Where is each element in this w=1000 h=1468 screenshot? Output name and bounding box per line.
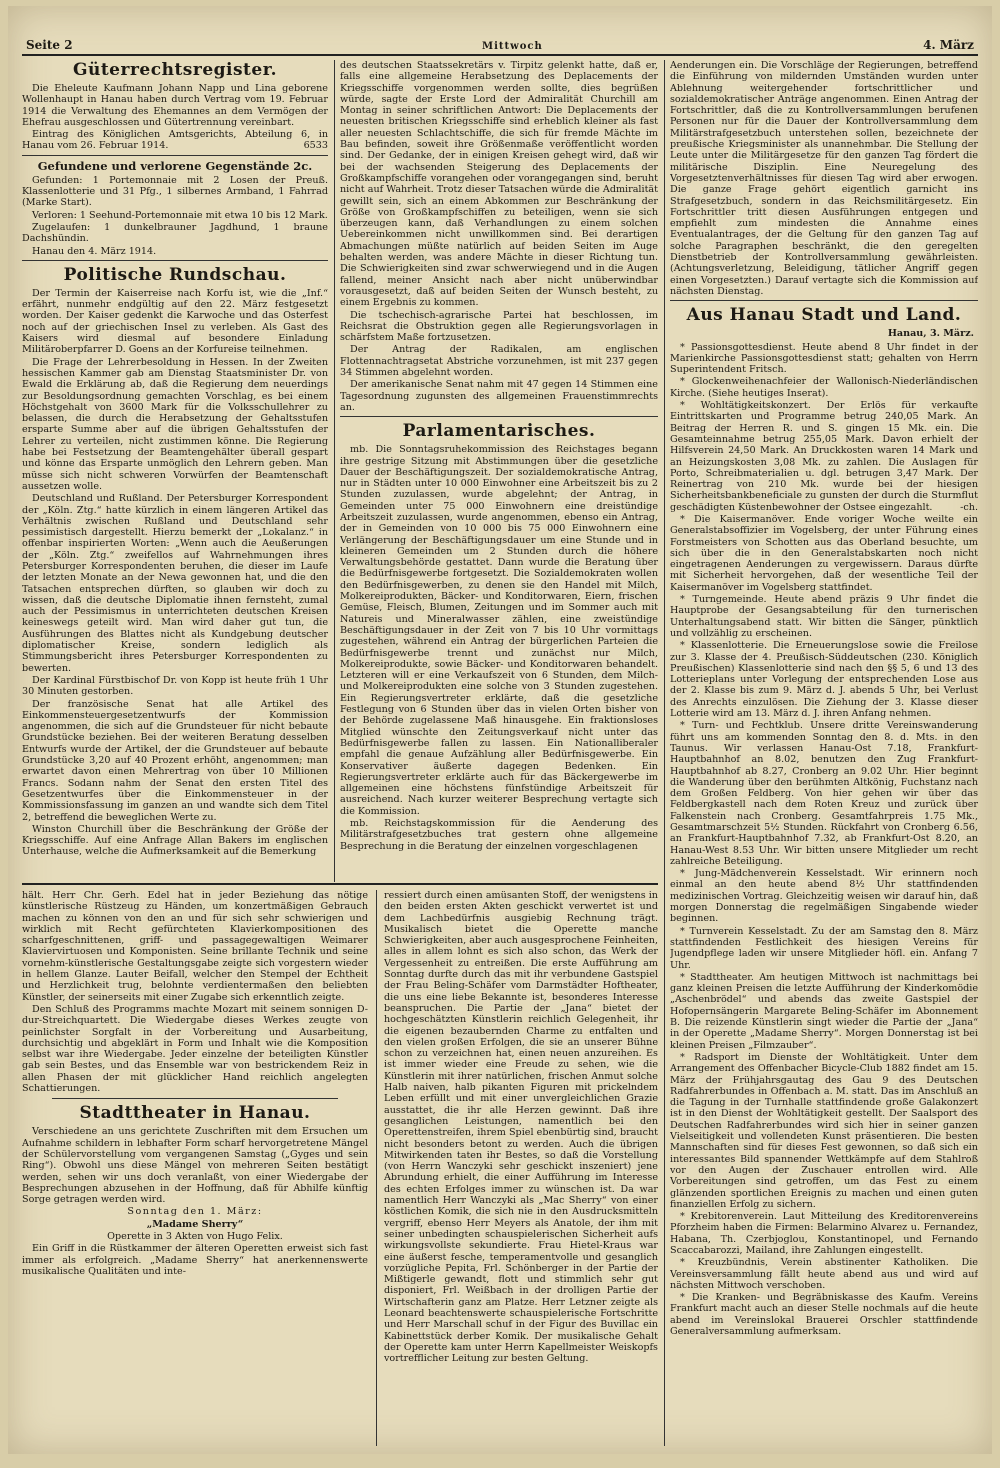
heading-gueterrechtsregister: Güterrechtsregister. — [72, 60, 278, 80]
play-title: „Madame Sherry“ — [146, 1218, 244, 1230]
local-news-item: * Die Kaisermanöver. Ende voriger Woche weilte ein Generalstabsoffizier im Vogelsberg, der unter Führung eines Forstmeisters von Schotten aus das Oberland besuchte, um sich über die in den Generalstabskarten noch nicht eingetragenen Aenderungen zu vergewissern. Daraus dürfte mit Sicherheit hervorgehen, daß der wesentliche Teil der Kaisermanöver im Vogelsberg stattfindet. — [670, 513, 978, 593]
feuilleton-column-1 — [22, 890, 368, 1446]
dateline: Hanau, 3. März. — [887, 328, 974, 340]
feuilleton-column-2 — [384, 890, 658, 1446]
divider — [670, 300, 978, 301]
ad-number: 6533 — [303, 140, 328, 152]
divider — [22, 260, 328, 261]
local-news-item: * Jung-Mädchenverein Kesselstadt. Wir erinnern noch einmal an den heute abend 8½ Uhr stattfindenden medizinischen Vortrag. Gleichzeitig weisen wir darauf hin, daß morgen Donnerstag die regelmäßigen Singabende wieder beginnen. — [670, 868, 978, 925]
article-text-inline: * Wohltätigkeitskonzert. Der Erlös für verkaufte Eintrittskarten und Programme betrug 240,05 Mark. An Beitrag der Herren R. und S. gingen 15 Mk. ein. Die Gesamteinnahme betrug 255,05 Mark. Davon erhielt der Hilfsverein 24,50 Mark. An Druckkosten waren 14 Mark und an Heizungskosten 3,08 Mk. zu zahlen. Die Auslagen für Porto, Schreibmaterialien u. dgl. betrugen 3,47 Mark. Der Reinertrag von 210 Mk. wurde bei der hiesigen Sicherheitsbankbeneficiale zu gunsten der durch die Sturmflut geschädigten Küstenbewohner der Ostsee eingezahlt. — [670, 400, 978, 513]
local-news-item: * Radsport im Dienste der Wohltätigkeit. Unter dem Arrangement des Offenbacher Bicycle-Club 1882 findet am 15. März der Frühjahrsgautag des Gau 9 des Deutschen Radfahrerbundes in Offenbach a. M. statt. Das im Anschluß an die Tagung in der Turnhalle stattfindende große Galakonzert ist in den Dienst der Wohltätigkeit gestellt. Der Saalsport des Deutschen Radfahrerbundes wird sich hier in seiner ganzen Vielseitigkeit und vollendeten Kunst präsentieren. Die besten Mannschaften sind für dieses Fest gewonnen, so daß sich ein interessantes Bild spannender Wettkämpfe auf dem Stahlroß vor den Augen der Zuschauer entrollen wird. Alle Vorbereitungen sind getroffen, um das Fest zu einem glänzenden sportlichen Ereignis zu machen und einen guten finanziellen Erfolg zu sichern. — [670, 1051, 978, 1210]
column-rule — [664, 60, 665, 1446]
column-2 — [340, 60, 658, 878]
column-rule — [376, 890, 377, 1446]
heading-fundsachen: Gefundene und verlorene Gegenstände 2c. — [22, 155, 328, 173]
article-text: Der Antrag der Radikalen, am englischen Flottennachtragsetat Abstriche vorzunehmen, ist mit 237 gegen 34 Stimmen abgelehnt worden. — [340, 344, 658, 379]
local-news-item: * Turnverein Kesselstadt. Zu der am Samstag den 8. März stattfindenden Festlichkeit des hiesigen Vereins für Jugendpflege laden wir unsere Mitglieder höfl. ein. Anfang 7 Uhr. — [670, 925, 978, 971]
article-text: Die Eheleute Kaufmann Johann Napp und Lina geborene Wollenhaupt in Hanau haben durch Vertrag vom 19. Februar 1914 die Verwaltung des Ehemannes an dem Vermögen der Ehefrau ausgeschlossen und Gütertrennung vereinbart. — [22, 83, 328, 128]
article-text: ressiert durch einen amüsanten Stoff, der wenigstens in den beiden ersten Akten geschickt verwertet ist und dem Lachbedürfnis ausgiebig Rechnung trägt. Musikalisch bietet die Operette manche Schwierigkeiten, aber auch ausgesprochene Feinheiten, alles in allem lohnt es sich also schon, das Werk der Vergessenheit zu entreißen. Die erste Aufführung am Sonntag durfte durch das mit ihr verbundene Gastspiel der Frau Beling-Schäfer vom Darmstädter Hoftheater, die uns eine liebe Bekannte ist, besonderes Interesse beanspruchen. Die Partie der „Jana“ bietet der hochgeschätzten Künstlerin reichlich Gelegenheit, ihr die eigenen bezaubernden Charme zu entfalten und den vielen großen Erfolgen, die sie an unserer Bühne schon zu verzeichnen hat, einen neuen anzureihen. Es ist immer wieder eine Freude zu sehen, wie die Künstlerin mit ihrer natürlichen, frischen Anmut solche Halb naiven, halb pikanten Figuren mit prickelndem Leben erfüllt und mit einer unvergleichlichen Grazie ausstattet, die ihr alle Herzen gewinnt. Daß ihre gesanglichen Leistungen, namentlich bei den Operettenstreifen, ihrem Spiel ebenbürtig sind, braucht nicht besonders betont zu werden. Auch die übrigen Mitwirkenden taten ihr Bestes, so daß die Vorstellung (von Herrn Wanczyki sehr geschickt inszeniert) jene Abrundung erhielt, die einer Aufführung im Interesse des echten Erfolges immer zu wünschen ist. Da war namentlich Herr Wanczyki als „Mac Sherry“ von einer köstlichen Komik, die sich nie in den Ausdrucksmitteln vergriff, ebenso Herr Meyers als Anatole, der ihm mit seiner unbedingten schauspielerischen Sicherheit aufs wirkungsvollste sekundierte. Frau Hietel-Kraus war eine äußerst fesche, temperamentvolle und gesanglich vorzügliche Pepita, Frl. Schönberger in der Partie der Mißtigerle gewandt, flott und stimmlich sehr gut disponiert, Frl. Weißbach in der drolligen Partie der Wirtschafterin ganz am Platze. Herr Letzner zeigte als Leonard beachtenswerte schauspielerische Fortschritte und Herr Marschall schuf in der Figur des Buvillac ein Kabinettstück derber Komik. Der musikalische Gehalt der Operette kam unter Herrn Kapellmeister Weiskopfs vortrefflicher Leitung zur besten Geltung. — [384, 890, 658, 1365]
article-text: Den Schluß des Programms machte Mozart mit seinem sonnigen D-dur-Streichquartett. Die Wiedergabe dieses Werkes zeugte von peinlichster Sorgfalt in der Vorbereitung und Ausarbeitung, durchsichtig und abgeklärt in Form und Inhalt wie die Komposition selbst war ihre Wiedergabe. Jeder einzelne der beteiligten Künstler gab sein Bestes, und das Ensemble war von bestrickendem Reiz in allen Phasen der mit glücklicher Hand reichlich angelegten Schattierungen. — [22, 1003, 368, 1095]
heading-parlamentarisches: Parlamentarisches. — [402, 421, 596, 442]
column-1 — [22, 60, 328, 878]
article-text — [22, 129, 328, 152]
article-text: Die Frage der Lehrerbesoldung in Hessen. In der Zweiten hessischen Kammer gab am Dienstag Staatsminister Dr. von Ewald die Erklärung ab, daß die Regierung dem neuerdings zur Besoldungsordnung gemachten Vorschlag, es bei einem Höchstgehalt von 3600 Mark für die Volksschullehrer zu belassen, die durch die Herabsetzung der Gehaltsstufen ersparte Summe aber auf die übrigen Gehaltsstufen der Lehrer zu verteilen, nicht zustimmen könne. Die Regierung habe bei Festsetzung der Beamtengehälter überall gespart und könne das Ersparte unmöglich den Lehrern geben. Man müsse sich nicht schweren Vorwürfen der Beamtenschaft aussetzen wolle. — [22, 356, 328, 492]
article-text: Gefunden: 1 Portemonnaie mit 2 Losen der Preuß. Klassenlotterie und 31 Pfg., 1 silbernes Armband, 1 Fahrrad (Marke Start). — [22, 174, 328, 209]
divider — [340, 416, 658, 417]
article-text: Der Kardinal Fürstbischof Dr. von Kopp ist heute früh 1 Uhr 30 Minuten gestorben. — [22, 674, 328, 698]
article-text: Der amerikanische Senat nahm mit 47 gegen 14 Stimmen eine Tagesordnung zugunsten des allgemeinen Frauenstimmrechts an. — [340, 379, 658, 413]
local-news-item: * Passionsgottesdienst. Heute abend 8 Uhr findet in der Marienkirche Passionsgottesdienst statt; gehalten von Herrn Superintendent Fritsch. — [670, 341, 978, 376]
page-header — [22, 32, 978, 56]
article-text: Ein Griff in die Rüstkammer der älteren Operetten erweist sich fast immer als erfolgreich. „Madame Sherry“ hat anerkennenswerte musikalische Qualitäten und inte- — [22, 1243, 368, 1277]
heading-aus-hanau: Aus Hanau Stadt und Land. — [686, 305, 962, 326]
play-subtitle: Operette in 3 Akten von Hugo Felix. — [107, 1231, 283, 1243]
article-text: Hanau den 4. März 1914. — [32, 245, 157, 257]
local-news-item: * Klassenlotterie. Die Erneuerungslose sowie die Freilose zur 3. Klasse der 4. Preußisch-Süddeutschen (230. Königlich Preußischen) Klassenlotterie sind nach den §§ 5, 6 und 13 des Lotterieplans unter Vorlegung der entsprechenden Lose aus der 2. Klasse bis zum 9. März d. J. abends 5 Uhr, bei Verlust des Anrechts einzulösen. Die Ziehung der 3. Klasse dieser Lotterie wird am 13. März d. J. ihren Anfang nehmen. — [670, 640, 978, 720]
local-news-item: * Krebitorenverein. Laut Mitteilung des Kreditorenvereins Pforzheim haben die Firmen: Belarmino Alvarez u. Fernandez, Habana, Th. Czerbjoglou, Konstantinopel, und Fernando Scaccabarozzi, Mailand, ihre Zahlungen eingestellt. — [670, 1211, 978, 1256]
local-news-item: * Turn- und Fechtklub. Unsere dritte Vereinswanderung führt uns am kommenden Sonntag den 8. d. Mts. in den Taunus. Wir verlassen Hanau-Ost 7.18, Frankfurt-Hauptbahnhof an 8.02, benutzen den Zug Frankfurt-Hauptbahnhof ab 8.27, Cronberg an 9.02 Uhr. Hier beginnt die Wanderung über den berühmten Altkönig, Fuchstanz nach dem Großen Feldberg. Von hier gehen wir über das Feldbergkastell nach dem Roten Kreuz und zurück über Falkenstein nach Cronberg. Gesamtfahrpreis 1.75 Mk., Gesamtmarschzeit 5½ Stunden. Rückfahrt von Cronberg 6.56, an Frankfurt-Hauptbahnhof 7.32, ab Frankfurt-Ost 8.20, an Hanau-West 8.53 Uhr. Wir bitten unsere Mitglieder um recht zahlreiche Beteiligung. — [670, 720, 978, 867]
article-text: hält. Herr Chr. Gerh. Edel hat in jeder Beziehung das nötige künstlerische Rüstzeug zu Händen, um konzertmäßigen Gebrauch machen zu können von den an und für sich sehr schwierigen und wirklich mit Recht gefürchteten Klavierkompositionen des scharfgeschnittenen, griff- und passagegewaltigen Weimarer Klaviervirtuosen und Komponisten. Seine brillante Technik und seine vornehm-künstlerische Gestaltungsgabe zeigte sich vorgestern wieder in hellem Glanze. Lauter Beifall, welcher den Stempel der Echtheit und Herzlichkeit trug, belohnte verdientermaßen den beliebten Künstler, der seinerseits mit einer Zugabe sich erkenntlich zeigte. — [22, 890, 368, 1003]
header-page-number: Seite 2 — [26, 38, 73, 52]
header-date: 4. März — [923, 38, 974, 52]
local-news-item: * Stadttheater. Am heutigen Mittwoch ist nachmittags bei ganz kleinen Preisen die letzte Aufführung der Kinderkomödie „Aschenbrödel“ und abends das zweite Gastspiel der Hofopernsängerin Margarete Beling-Schäfer im Abonnement B. Die reizende Künstlerin singt wieder die Partie der „Jana“ in der Operette „Madame Sherry“. Morgen Donnerstag ist bei kleinen Preisen „Filmzauber“. — [670, 971, 978, 1051]
author-signature: -ch. — [960, 501, 978, 513]
article-text: Deutschland und Rußland. Der Petersburger Korrespondent der „Köln. Ztg.“ hatte kürzlich in einem längeren Artikel das Verhältnis zwischen Rußland und Deutschland sehr pessimistisch dargestellt. Hierzu bemerkt der „Lokalanz.“ in offenbar inspirierten Worten: „Wenn auch die Aeußerungen der „Köln. Ztg.“ zweifellos auf Wahrnehmungen ihres Petersburger Korrespondenten beruhen, die dieser im Laufe der letzten Monate an der Newa gewonnen hat, und die den Tatsachen entsprechen dürften, so glauben wir doch zu wissen, daß die deutsche Diplomatie ihnen fernsteht, zumal auch der Pessimismus in unterrichteten deutschen Kreisen keineswegs geteilt wird. Man wird daher gut tun, die Ausführungen des Blattes nicht als Kundgebung deutscher diplomatischer Kreise, sondern lediglich als Stimmungsbericht ihres Petersburger Korrespondenten zu bewerten. — [22, 493, 328, 674]
newspaper-page — [8, 6, 992, 1454]
heading-stadttheater: Stadttheater in Hanau. — [79, 1103, 311, 1124]
article-text: Verschiedene an uns gerichtete Zuschriften mit dem Ersuchen um Aufnahme schildern in lebhafter Form scharf hervorgetretene Mängel der Schülervorstellung vom vergangenen Samstag („Gyges und sein Ring“). Obwohl uns diese Mängel von mehreren Seiten bestätigt werden, sehen wir uns doch veranlaßt, von einer Wiedergabe der Besprechungen abzusehen in der Hoffnung, daß für Abhilfe künftig Sorge getragen werden wird. — [22, 1126, 368, 1206]
column-rule — [334, 60, 335, 882]
article-text: Zugelaufen: 1 dunkelbrauner Jagdhund, 1 braune Dachshündin. — [22, 221, 328, 245]
heading-politische-rundschau: Politische Rundschau. — [63, 264, 287, 285]
article-text: Der Termin der Kaiserreise nach Korfu ist, wie die „Inf.“ erfährt, nunmehr endgültig auf den 22. März festgesetzt worden. Der Kaiser gedenkt die Karwoche und das Osterfest noch auf der griechischen Insel zu verleben. Als Gast des Kaisers wird diesmal auf besondere Einladung Militäroberpfarrer D. Goens an der Korfureise teilnehmen. — [22, 287, 328, 356]
article-text: mb. Die Sonntagsruhekommission des Reichstages begann ihre gestrige Sitzung mit Abstimmungen über die gesetzliche Dauer der Beschäftigungszeit. Der sozialdemokratische Antrag, nur in Städten unter 10 000 Einwohner eine Arbeitszeit bis zu 2 Stunden zuzulassen, wurde abgelehnt; der Antrag, in Gemeinden unter 75 000 Einwohnern eine dreistündige Arbeitszeit zuzulassen, wurde angenommen, ebenso ein Antrag, der in Gemeinden von 10 000 bis 75 000 Einwohnern eine Verlängerung der Beschäftigungsdauer um eine Stunde und in kleineren Gemeinden um 2 Stunden durch die höhere Verwaltungsbehörde gestattet. Dann wurde die Beratung über die Bedürfnisgewerbe fortgesetzt. Die Sozialdemokraten wollen den Bedürfnisgewerben, zu denen sie den Handel mit Milch, Molkereiprodukten, Bäcker- und Konditorwaren, Eiern, frischen Gemüse, Fleisch, Blumen, Zeitungen und im Sommer auch mit Natureis und Mineralwasser zählen, eine zweistündige Beschäftigungsdauer in der Zeit von 7 bis 10 Uhr vormittags zugestehen, während ein Antrag der bürgerlichen Parteien die Bedürfnisgewerbe trennt und zunächst nur Milch, Molkereiprodukte, sowie Bäcker- und Konditorwaren behandelt. Letzteren will er eine Verkaufszeit von 6 Stunden, dem Milch- und Molkereiprodukten eine solche von 3 Stunden zugestehen. Ein Regierungsvertreter erklärte, daß die gesetzliche Festlegung von 6 Stunden über das in vielen Orten bisher von der Behörde zugelassene Maß hinausgehe. Ein fraktionsloses Mitglied wünschte den Zeitungsverkauf nicht unter das Bedürfnisgewerbe fallen zu lassen. Ein Nationalliberaler empfahl die genaue Aufzählung aller Bedürfnisgewerbe. Ein Konservativer äußerte dagegen Bedenken. Ein Regierungsvertreter erklärte auch für das Bäckergewerbe im allgemeinen eine höchstens fünfstündige Arbeitszeit für ausreichend. Nach kurzer weiterer Besprechung vertagte sich die Kommission. — [340, 444, 658, 817]
divider — [52, 1098, 338, 1099]
article-text: mb. Reichstagskommission für die Aenderung des Militärstrafgesetzbuches trat gestern ohne allgemeine Besprechung in die Beratung der einzelnen vorgeschlagenen — [340, 818, 658, 852]
local-news-item: * Glockenweihenachfeier der Wallonisch-Niederländischen Kirche. (Siehe heutiges Inserat). — [670, 376, 978, 399]
article-text: Winston Churchill über die Beschränkung der Größe der Kriegsschiffe. Auf eine Anfrage Allan Bakers im englischen Unterhause, welche die Aufmerksamkeit auf die Bemerkung — [22, 823, 328, 858]
article-text: Aenderungen ein. Die Vorschläge der Regierungen, betreffend die Einführung von mildernden Umständen wurden unter Ablehnung weitergehender fortschrittlicher und sozialdemokratischer Anträge angenommen. Einen Antrag der Fortschrittler, daß die zu Kontrollversammlungen berufenen Personen nur für die Dauer der Kontrollversammlung dem Militärstrafgesetzbuch unterstehen sollen, bezeichnete der preußische Kriegsminister als unannehmbar. Die Stellung der Leute unter die Militärgesetze für den ganzen Tag fördert die militärische Disziplin. Eine Neuregelung des Vorgesetztenverhältnisses für diesen Tag wird aber erwogen. Die ganze Frage gehört eigentlich garnicht ins Strafgesetzbuch, sondern in das Reichsmilitärgesetz. Ein Fortschrittler tritt diesen Ausführungen entgegen und empfiehlt zum mindesten die Annahme eines Eventualantrages, der die Geltung für den ganzen Tag auf solche Paragraphen beschränkt, die den geregelten Dienstbetrieb der Kontrollversammlung gewährleisten. (Achtungsverletzung, Beleidigung, tätlicher Angriff gegen einen Vorgesetzten.) Darauf vertagte sich die Kommission auf nächsten Dienstag. — [670, 60, 978, 297]
article-text: Die tschechisch-agrarische Partei hat beschlossen, im Reichsrat die Obstruktion gegen alle Regierungsvorlagen in schärfstem Maße fortzusetzen. — [340, 309, 658, 344]
local-news-item: * Kreuzbündnis, Verein abstinenter Katholiken. Die Vereinsversammlung fällt heute abend aus und wird auf nächsten Mittwoch verschoben. — [670, 1257, 978, 1291]
performance-date: Sonntag den 1. März: — [127, 1206, 263, 1218]
local-news-item — [670, 400, 978, 513]
article-text-inline: Eintrag des Königlichen Amtsgerichts, Abteilung 6, in Hanau vom 26. Februar 1914. — [22, 129, 328, 152]
article-text: Verloren: 1 Seehund-Portemonnaie mit etwa 10 bis 12 Mark. — [32, 209, 328, 221]
header-weekday: Mittwoch — [482, 41, 543, 52]
article-text: Der französische Senat hat alle Artikel des Einkommensteuergesetzentwurfs der Kommission angenommen, die sich auf die Grundsteuer für nicht bebaute Grundstücke beziehen. Bei der weiteren Beratung desselben Entwurfs wurde der Artikel, der die Grundsteuer auf bebaute Grundstücke 3,20 auf 40 Prozent erhöht, angenommen; man erwartet davon einen Mehrertrag von über 10 Millionen Francs. Sodann nahm der Senat den ersten Titel des Gesetzentwurfes über die Einkommensteuer in der Kommissionsfassung im ganzen an und wandte sich dem Titel 2, betreffend die beweglichen Werte zu. — [22, 698, 328, 823]
local-news-item: * Die Kranken- und Begräbniskasse des Kaufm. Vereins Frankfurt macht auch an dieser Stelle nochmals auf die heute abend im Vereinslokal Brauerei Orschler stattfindende Generalversammlung aufmerksam. — [670, 1292, 978, 1338]
article-text: des deutschen Staatssekretärs v. Tirpitz gelenkt hatte, daß er, falls eine allgemeine Herabsetzung des Deplacements der Kriegsschiffe vorgenommen werden sollte, dies begrüßen würde, sagte der Erste Lord der Admiralität Churchill am Montag in seiner schriftlichen Antwort: Die Deplacements der neuesten britischen Kriegsschiffe sind erheblich kleiner als fast aller neuesten Schlachtschiffe, die sich für fremde Mächte im Bau befinden, soweit ihre Größenmaße veröffentlicht worden sind. Der Gedanke, der in einigen Kreisen gehegt wird, daß wir bei der wachsenden Steigerung des Deplacements der Großkampfschiffe vorangehen oder vorangegangen sind, beruht nicht auf Wahrheit. Trotz dieser Tatsachen würde die Admiralität gewillt sein, sich an einem Abkommen zur Beschränkung der Größe von Großkampfschiffen zu beteiligen, wenn sie sich überzeugen kann, daß Verhandlungen zu einem solchen Uebereinkommen nicht unwillkommen sind. Bei derartigen Abmachungen müßte natürlich auf beiden Seiten im Auge behalten werden, was andere Mächte in dieser Richtung tun. Die Schwierigkeiten sind zwar schwerwiegend und in die Augen fallend, meiner Ansicht nach aber nicht unüberwindbar vorausgesetzt, daß auf beiden Seiten der Wunsch besteht, zu einem Ergebnis zu kommen. — [340, 60, 658, 309]
column-3 — [670, 60, 978, 1446]
section-rule — [22, 883, 658, 885]
local-news-item: * Turngemeinde. Heute abend präzis 9 Uhr findet die Hauptprobe der Gesangsabteilung für den turnerischen Unterhaltungsabend statt. Wir bitten die Sänger, pünktlich und vollzählig zu erscheinen. — [670, 594, 978, 639]
